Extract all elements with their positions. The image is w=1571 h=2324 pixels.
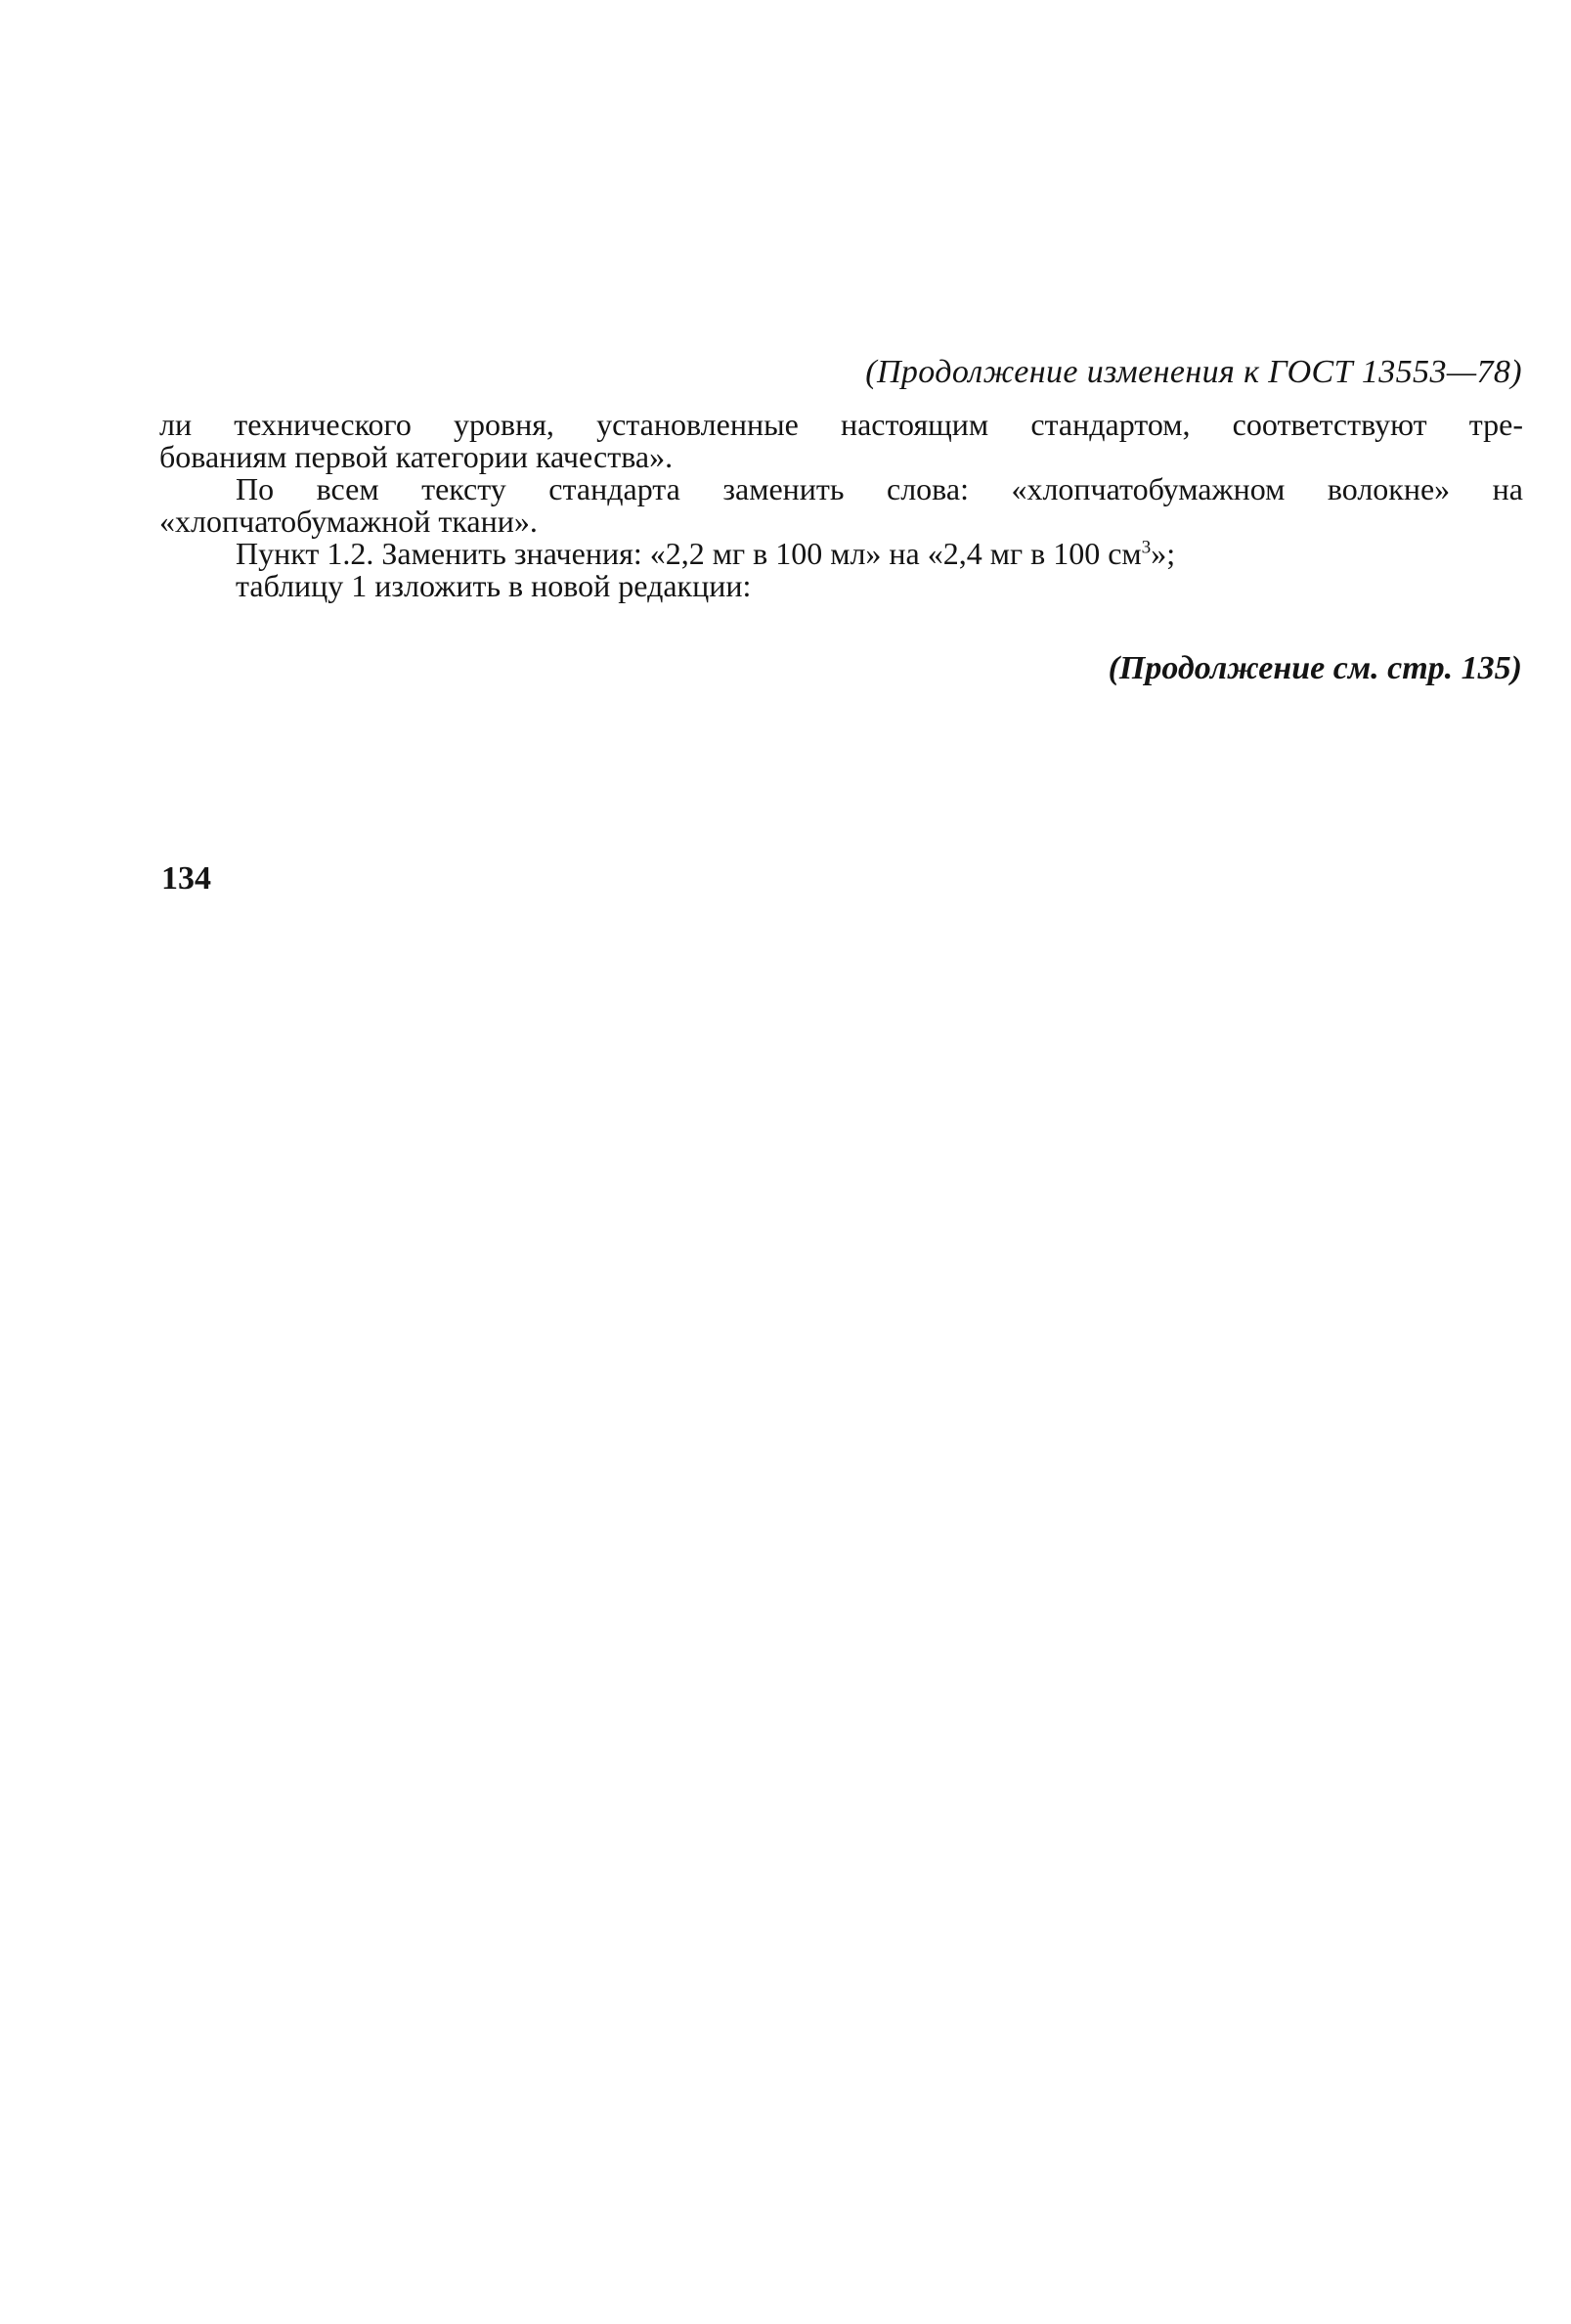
paragraph-line: таблицу 1 изложить в новой редакции: <box>236 568 752 603</box>
paragraph-line: «хлопчатобумажной ткани». <box>159 504 538 539</box>
header-continuation-note: (Продолжение изменения к ГОСТ 13553—78) <box>865 354 1522 390</box>
value-change-suffix: »; <box>1151 536 1176 571</box>
paragraph-line: ли технического уровня, установленные настоящим стандартом, соответствуют тре- <box>159 407 1523 442</box>
paragraph-line <box>159 538 1523 570</box>
footer-continuation-note: (Продолжение см. стр. 135) <box>1108 650 1522 686</box>
value-change-text: Пункт 1.2. Заменить значения: «2,2 мг в 100 мл» на «2,4 мг в 100 см <box>236 536 1142 571</box>
paragraph-line: бованиям первой категории качества». <box>159 439 674 474</box>
paragraph-line: По всем тексту стандарта заменить слова: «хлопчатобумажном волокне» на <box>236 471 1523 506</box>
superscript-exponent: 3 <box>1141 537 1152 558</box>
body-text <box>159 409 1523 602</box>
page-number: 134 <box>161 860 211 897</box>
